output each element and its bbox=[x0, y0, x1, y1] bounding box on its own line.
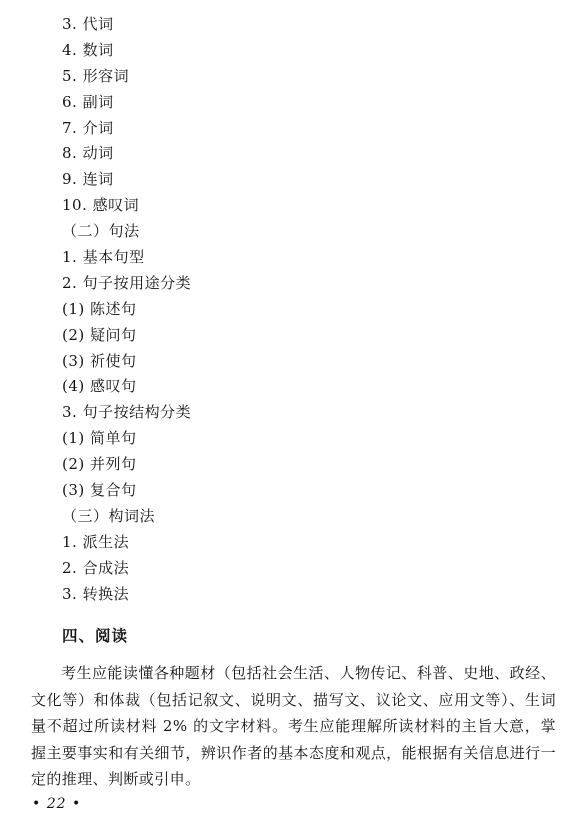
outline-item: 10. 感叹词 bbox=[62, 196, 140, 215]
page-number: • 22 • bbox=[32, 796, 82, 812]
reading-paragraph: 考生应能读懂各种题材（包括社会生活、人物传记、科普、史地、政经、文化等）和体裁（包括记叙文、说明文、描写文、议论文、应用文等）、生词量不超过所读材料 2% 的文字材料。考生应能理解所读材料的主旨大意，掌握主要事实和有关细节，辨识作者的基本态度和观点，能根据有关信息进行一定的推理、判断或引申。 bbox=[31, 664, 556, 788]
outline-heading: （二）句法 bbox=[62, 222, 140, 241]
outline-subitem: (1) 简单句 bbox=[62, 429, 137, 448]
outline-subitem: (4) 感叹句 bbox=[62, 377, 137, 396]
outline-item: 2. 合成法 bbox=[62, 558, 130, 577]
outline-item: 7. 介词 bbox=[62, 118, 114, 137]
syllabus-outline bbox=[62, 12, 191, 607]
outline-item: 6. 副词 bbox=[62, 92, 114, 111]
outline-item: 1. 派生法 bbox=[62, 532, 130, 551]
outline-heading: （三）构词法 bbox=[62, 506, 156, 525]
outline-subitem: (3) 祈使句 bbox=[62, 351, 137, 370]
section-title: 四、阅读 bbox=[62, 627, 129, 645]
outline-item: 3. 句子按结构分类 bbox=[62, 403, 192, 422]
outline-item: 1. 基本句型 bbox=[62, 248, 145, 267]
outline-subitem: (1) 陈述句 bbox=[62, 299, 137, 318]
outline-item: 3. 转换法 bbox=[62, 584, 130, 603]
outline-item: 8. 动词 bbox=[62, 144, 114, 163]
outline-item: 3. 代词 bbox=[62, 15, 114, 33]
outline-subitem: (2) 并列句 bbox=[62, 455, 137, 474]
outline-subitem: (2) 疑问句 bbox=[62, 325, 137, 344]
outline-item: 4. 数词 bbox=[62, 40, 114, 59]
outline-subitem: (3) 复合句 bbox=[62, 481, 137, 500]
outline-item: 5. 形容词 bbox=[62, 66, 130, 85]
outline-item: 2. 句子按用途分类 bbox=[62, 273, 192, 292]
outline-item: 9. 连词 bbox=[62, 170, 114, 189]
